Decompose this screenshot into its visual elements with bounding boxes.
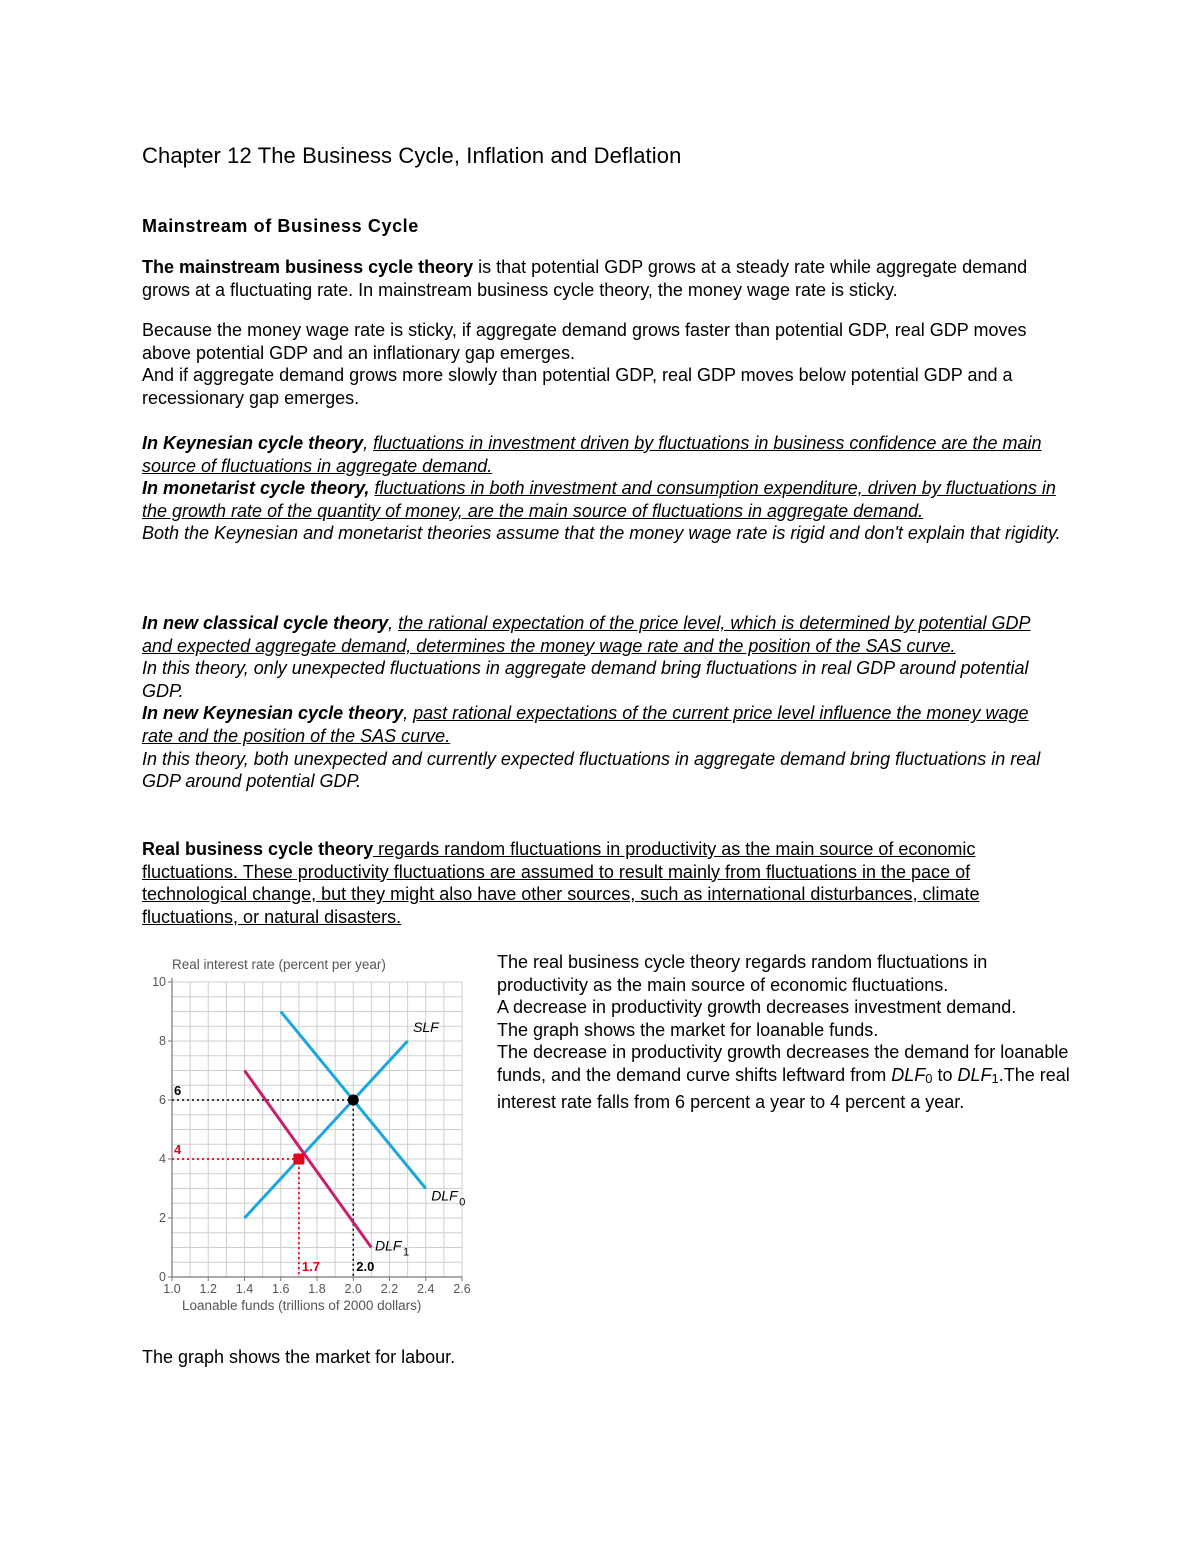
y-axis-title: Real interest rate (percent per year) bbox=[172, 957, 386, 972]
x-tick-label: 2.6 bbox=[453, 1282, 471, 1296]
x-tick-label: 2.2 bbox=[380, 1282, 399, 1296]
label-quantity-original: 2.0 bbox=[356, 1259, 375, 1274]
text-both-theories: Both the Keynesian and monetarist theories assume that the money wage rate is rigid and don't explain that rigidity. bbox=[142, 523, 1061, 544]
paragraph-real-business-cycle bbox=[142, 838, 1062, 928]
text-keynesian: fluctuations in investment driven by fluctuations in business confidence are the main source of fluctuations in aggregate demand. bbox=[142, 433, 1042, 476]
desc-dlf0: DLF bbox=[891, 1064, 926, 1085]
desc-line-1: The real business cycle theory regards random fluctuations in productivity as the main source of economic fluctuations. bbox=[497, 952, 988, 995]
desc-dlf1-sub: 1 bbox=[991, 1070, 999, 1086]
text-monetarist: fluctuations in both investment and consumption expenditure, driven by fluctuations in the growth rate of the quantity of money, are the main source of fluctuations in aggregate demand. bbox=[142, 478, 1056, 521]
text-recessionary-gap: And if aggregate demand grows more slowly than potential GDP, real GDP moves below potential GDP and a recessionary gap emerges. bbox=[142, 365, 1013, 408]
label-slf: SLF bbox=[413, 1019, 439, 1036]
desc-line-4a: The decrease in productivity growth decreases the demand for loanable funds, and the demand curve shifts leftward from bbox=[497, 1042, 1069, 1085]
equilibrium-point-original bbox=[348, 1095, 359, 1106]
paragraph-new-classical-keynesian bbox=[142, 612, 1062, 793]
footer-text: The graph shows the market for labour. bbox=[142, 1347, 456, 1367]
y-tick-label: 2 bbox=[159, 1211, 166, 1225]
equilibrium-point-new bbox=[293, 1154, 304, 1165]
sep-new-classical: , bbox=[388, 613, 399, 633]
paragraph-sticky-wage bbox=[142, 319, 1062, 409]
section-heading: Mainstream of Business Cycle bbox=[142, 216, 419, 236]
label-dlf0-subscript: 0 bbox=[459, 1196, 466, 1209]
x-tick-label: 1.8 bbox=[308, 1282, 326, 1296]
note-new-classical: In this theory, only unexpected fluctuations in aggregate demand bring fluctuations in real GDP around potential GDP. bbox=[142, 658, 1029, 701]
y-tick-label: 8 bbox=[159, 1034, 166, 1048]
term-new-classical: In new classical cycle theory bbox=[142, 613, 389, 633]
term-mainstream: The mainstream business cycle theory bbox=[142, 257, 474, 277]
page-title: Chapter 12 The Business Cycle, Inflation and Deflation bbox=[142, 143, 682, 168]
sep-keynesian: , bbox=[363, 433, 374, 453]
text-mainstream: is that potential GDP grows at a steady rate while aggregate demand grows at a fluctuating rate. In mainstream business cycle theory, the money wage rate is sticky. bbox=[142, 257, 1028, 300]
term-new-keynesian: In new Keynesian cycle theory bbox=[142, 703, 404, 724]
term-monetarist: In monetarist cycle theory, bbox=[142, 478, 370, 499]
x-tick-label: 2.4 bbox=[417, 1282, 435, 1296]
y-tick-label: 4 bbox=[159, 1152, 166, 1166]
paragraph-mainstream bbox=[142, 256, 1062, 301]
label-dlf0: DLF bbox=[431, 1187, 458, 1204]
paragraph-keynesian-monetarist bbox=[142, 432, 1062, 545]
y-tick-label: 6 bbox=[159, 1093, 166, 1107]
sep-new-keynesian: , bbox=[403, 703, 414, 724]
desc-line-4b: .The real interest rate falls from 6 percent a year to 4 percent a year. bbox=[497, 1064, 1070, 1112]
y-tick-label: 10 bbox=[152, 975, 166, 989]
text-new-keynesian: past rational expectations of the current price level influence the money wage rate and the position of the SAS curve. bbox=[142, 703, 1029, 746]
x-tick-label: 1.4 bbox=[235, 1282, 254, 1296]
note-new-keynesian: In this theory, both unexpected and currently expected fluctuations in aggregate demand bring fluctuations in real GDP around potential GDP. bbox=[142, 748, 1041, 792]
x-tick-label: 2.0 bbox=[344, 1282, 362, 1296]
term-keynesian: In Keynesian cycle theory bbox=[142, 433, 364, 453]
x-tick-label: 1.2 bbox=[199, 1282, 217, 1296]
chart-description bbox=[497, 951, 1077, 1113]
desc-to: to bbox=[932, 1064, 958, 1085]
desc-line-2: A decrease in productivity growth decreases investment demand. bbox=[497, 997, 1017, 1018]
x-tick-label: 1.0 bbox=[163, 1282, 181, 1296]
x-axis-title: Loanable funds (trillions of 2000 dollars) bbox=[182, 1298, 422, 1313]
desc-dlf1: DLF bbox=[957, 1064, 992, 1085]
desc-line-3: The graph shows the market for loanable funds. bbox=[497, 1019, 879, 1040]
label-dlf1-subscript: 1 bbox=[403, 1246, 410, 1259]
y-tick-label: 0 bbox=[159, 1270, 166, 1284]
label-quantity-new: 1.7 bbox=[301, 1259, 320, 1274]
label-rate-new: 4 bbox=[174, 1142, 182, 1157]
desc-dlf0-sub: 0 bbox=[925, 1070, 933, 1086]
label-dlf1: DLF bbox=[375, 1237, 402, 1254]
text-new-classical: the rational expectation of the price level, which is determined by potential GDP and expected aggregate demand, determines the money wage rate and the position of the SAS curve. bbox=[142, 613, 1031, 656]
text-inflationary-gap: Because the money wage rate is sticky, if aggregate demand grows faster than potential GDP, real GDP moves above potential GDP and an inflationary gap emerges. bbox=[142, 320, 1027, 363]
x-tick-label: 1.6 bbox=[272, 1282, 290, 1296]
term-real-business-cycle: Real business cycle theory bbox=[142, 839, 374, 859]
loanable-funds-chart bbox=[140, 948, 480, 1318]
text-real-business-cycle: regards random fluctuations in productivity as the main source of economic fluctuations. These productivity fluctuations are assumed to result mainly from fluctuations in the pace of technological change, but they might also have other sources, such as international disturbances, climate fluctuations, or natural disasters. bbox=[142, 839, 980, 927]
label-rate-original: 6 bbox=[174, 1083, 182, 1098]
